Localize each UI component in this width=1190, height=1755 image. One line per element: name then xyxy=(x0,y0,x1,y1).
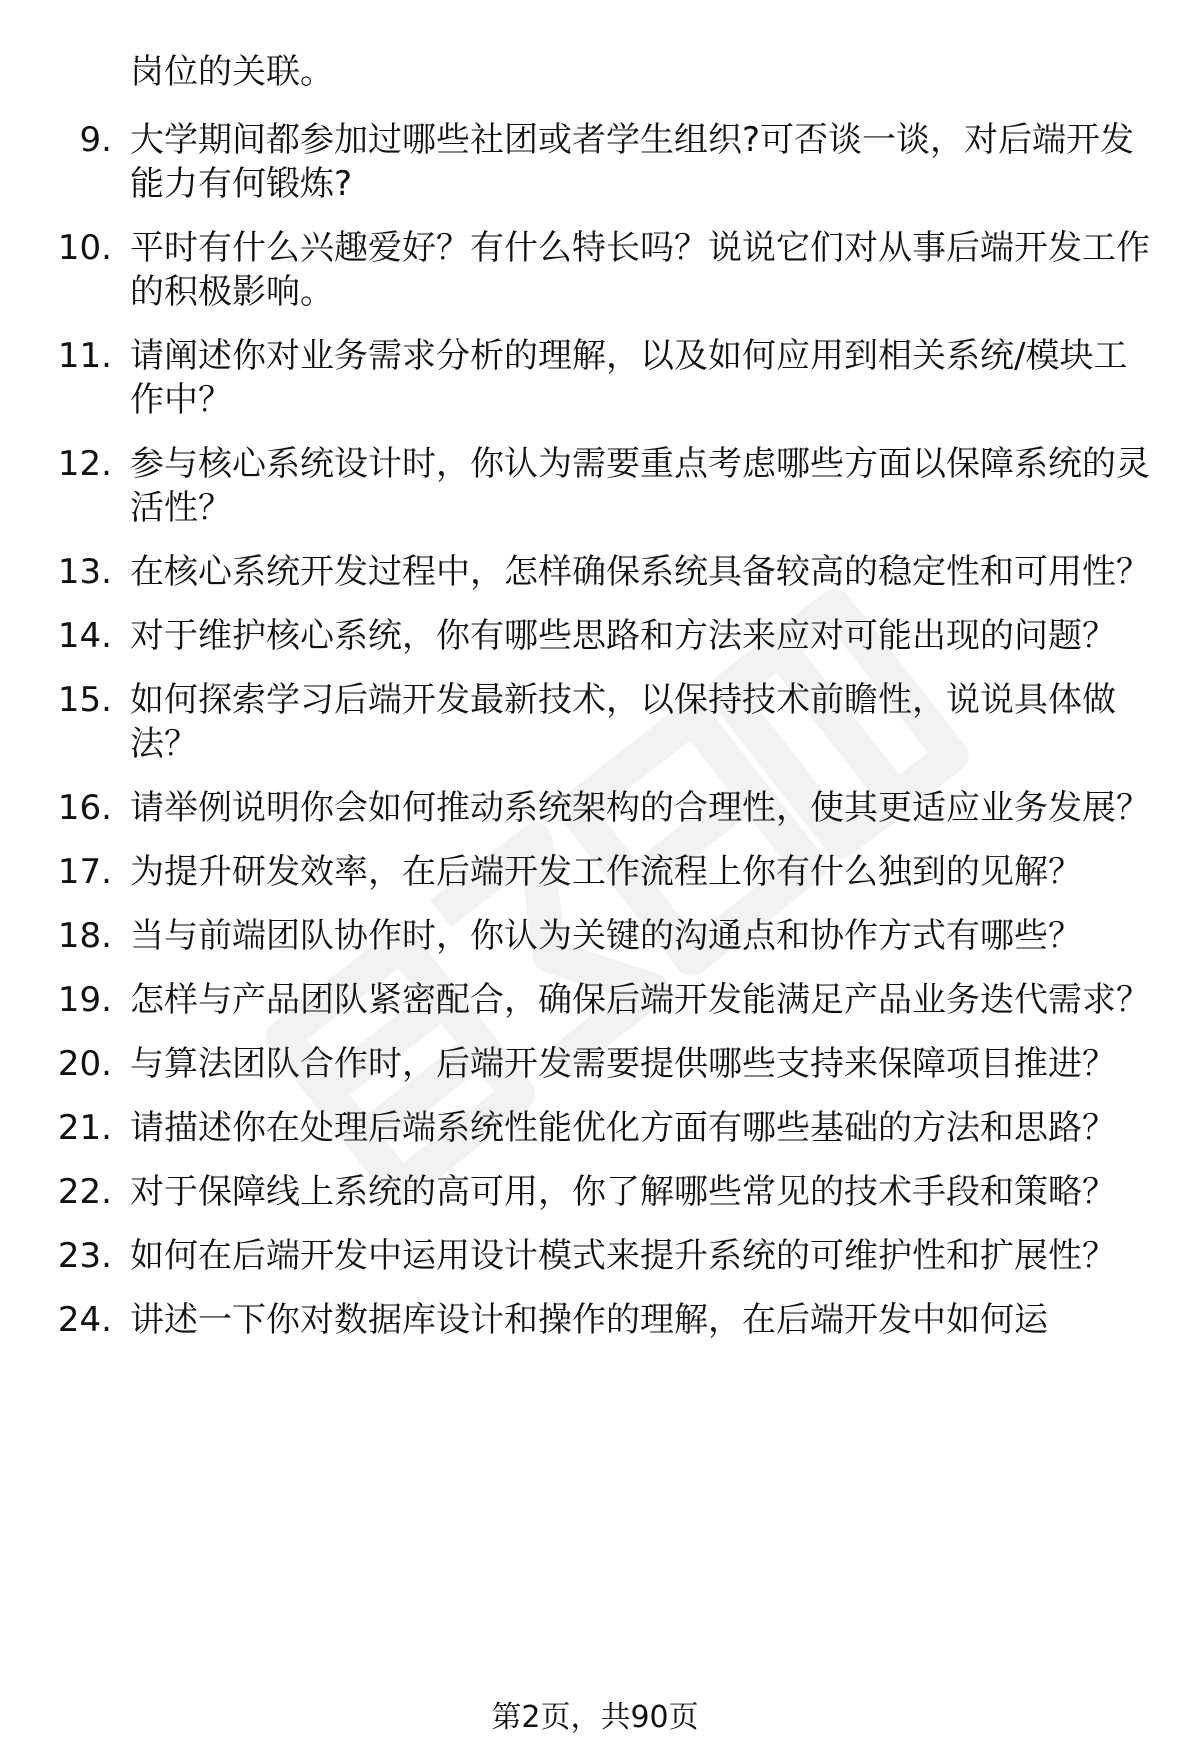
question-number: 21. xyxy=(57,1108,112,1148)
question-text: 请举例说明你会如何推动系统架构的合理性，使其更适应业务发展？ xyxy=(130,788,1150,828)
question-number: 24. xyxy=(57,1300,112,1340)
question-text: 请阐述你对业务需求分析的理解，以及如何应用到相关系统/模块工作中？ xyxy=(130,336,1128,420)
continuation-text: 岗位的关联。 xyxy=(130,52,334,92)
list-item xyxy=(0,978,1190,1022)
question-number: 23. xyxy=(57,1236,112,1276)
question-number: 10. xyxy=(57,228,112,268)
question-number: 11. xyxy=(57,336,112,376)
list-item xyxy=(0,550,1190,594)
question-text: 当与前端团队协作时，你认为关键的沟通点和协作方式有哪些？ xyxy=(130,916,1082,956)
question-text: 对于维护核心系统，你有哪些思路和方法来应对可能出现的问题？ xyxy=(130,616,1116,656)
question-text: 平时有什么兴趣爱好？有什么特长吗？说说它们对从事后端开发工作的积极影响。 xyxy=(130,228,1150,312)
question-number: 9. xyxy=(79,120,112,160)
question-text: 如何探索学习后端开发最新技术，以保持技术前瞻性，说说具体做法？ xyxy=(130,680,1116,764)
list-item xyxy=(0,1298,1190,1342)
list-item xyxy=(0,118,1190,206)
list-item xyxy=(0,334,1190,422)
question-number: 20. xyxy=(57,1044,112,1084)
list-item xyxy=(0,786,1190,830)
question-text: 在核心系统开发过程中，怎样确保系统具备较高的稳定性和可用性？ xyxy=(130,552,1150,592)
question-number: 22. xyxy=(57,1172,112,1212)
question-text: 大学期间都参加过哪些社团或者学生组织?可否谈一谈，对后端开发能力有何锻炼? xyxy=(130,120,1135,204)
question-number: 17. xyxy=(57,852,112,892)
list-item xyxy=(0,1106,1190,1150)
list-item xyxy=(0,678,1190,766)
question-text: 怎样与产品团队紧密配合，确保后端开发能满足产品业务迭代需求？ xyxy=(130,980,1150,1020)
list-item xyxy=(0,1042,1190,1086)
page-footer: 第2页，共90页 xyxy=(491,1700,699,1735)
list-item xyxy=(0,614,1190,658)
question-number: 12. xyxy=(57,444,112,484)
question-text: 与算法团队合作时，后端开发需要提供哪些支持来保障项目推进？ xyxy=(130,1044,1116,1084)
list-item xyxy=(0,1170,1190,1214)
question-number: 18. xyxy=(57,916,112,956)
list-item xyxy=(0,1234,1190,1278)
question-number: 13. xyxy=(57,552,112,592)
question-text: 为提升研发效率，在后端开发工作流程上你有什么独到的见解？ xyxy=(130,852,1082,892)
question-text: 请描述你在处理后端系统性能优化方面有哪些基础的方法和思路？ xyxy=(130,1108,1116,1148)
list-item xyxy=(0,914,1190,958)
question-number: 19. xyxy=(57,980,112,1020)
question-text: 对于保障线上系统的高可用，你了解哪些常见的技术手段和策略？ xyxy=(130,1172,1116,1212)
question-number: 16. xyxy=(57,788,112,828)
list-item xyxy=(0,850,1190,894)
question-text: 参与核心系统设计时，你认为需要重点考虑哪些方面以保障系统的灵活性？ xyxy=(130,444,1150,528)
question-text: 如何在后端开发中运用设计模式来提升系统的可维护性和扩展性？ xyxy=(130,1236,1116,1276)
question-number: 15. xyxy=(57,680,112,720)
question-list xyxy=(0,118,1190,1362)
list-item xyxy=(0,226,1190,314)
list-item xyxy=(0,442,1190,530)
question-text: 讲述一下你对数据库设计和操作的理解，在后端开发中如何运 xyxy=(130,1300,1048,1340)
question-number: 14. xyxy=(57,616,112,656)
